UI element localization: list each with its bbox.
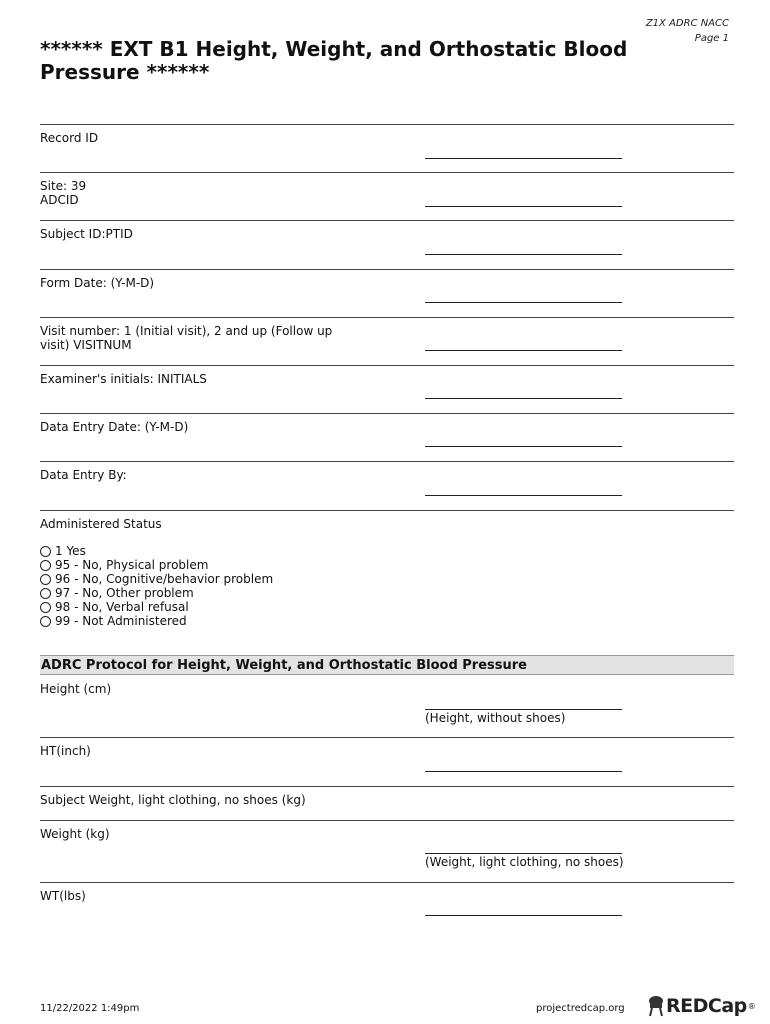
radio-circle-icon[interactable] <box>40 588 51 599</box>
footer-url[interactable]: projectredcap.org <box>536 1003 625 1014</box>
weight-lbs-label: WT(lbs) <box>40 889 86 903</box>
site-adcid-field[interactable] <box>425 206 622 207</box>
divider <box>40 461 734 462</box>
radio-option[interactable] <box>40 572 273 586</box>
radio-option[interactable] <box>40 544 86 558</box>
data-entry-date-field[interactable] <box>425 446 622 447</box>
divider <box>40 737 734 738</box>
redcap-logo-text: REDCap <box>666 995 747 1017</box>
divider <box>40 172 734 173</box>
subject-id-field[interactable] <box>425 254 622 255</box>
divider <box>40 820 734 821</box>
site-adcid-label: Site: 39 ADCID <box>40 179 87 207</box>
redcap-logo <box>646 995 756 1017</box>
radio-circle-icon[interactable] <box>40 560 51 571</box>
form-date-field[interactable] <box>425 302 622 303</box>
divider <box>40 510 734 511</box>
registered-mark: ® <box>747 1001 756 1011</box>
height-cm-note: (Height, without shoes) <box>425 711 566 725</box>
visit-number-label: Visit number: 1 (Initial visit), 2 and up (Follow up visit) VISITNUM <box>40 324 333 352</box>
radio-option[interactable] <box>40 558 208 572</box>
radio-option-label: 97 - No, Other problem <box>55 586 194 600</box>
divider <box>40 882 734 883</box>
project-name: Z1X ADRC NACC <box>645 18 729 29</box>
height-cm-field[interactable] <box>425 709 622 710</box>
radio-circle-icon[interactable] <box>40 602 51 613</box>
section-title: ADRC Protocol for Height, Weight, and Orthostatic Blood Pressure <box>41 658 527 673</box>
subject-weight-label: Subject Weight, light clothing, no shoes (kg) <box>40 793 306 807</box>
data-entry-date-label: Data Entry Date: (Y-M-D) <box>40 420 189 434</box>
divider <box>40 413 734 414</box>
data-entry-by-label: Data Entry By: <box>40 468 127 482</box>
section-header <box>40 655 734 675</box>
divider <box>40 365 734 366</box>
examiner-initials-field[interactable] <box>425 398 622 399</box>
data-entry-by-field[interactable] <box>425 495 622 496</box>
radio-option[interactable] <box>40 586 194 600</box>
height-inch-field[interactable] <box>425 771 622 772</box>
subject-id-label: Subject ID:PTID <box>40 227 133 241</box>
radio-option-label: 1 Yes <box>55 544 86 558</box>
form-date-label: Form Date: (Y-M-D) <box>40 276 155 290</box>
footer-timestamp: 11/22/2022 1:49pm <box>40 1003 140 1014</box>
page-number: Page 1 <box>694 33 729 44</box>
divider <box>40 269 734 270</box>
record-id-label: Record ID <box>40 131 99 145</box>
radio-option-label: 96 - No, Cognitive/behavior problem <box>55 572 274 586</box>
weight-lbs-field[interactable] <box>425 915 622 916</box>
radio-option-label: 99 - Not Administered <box>55 614 187 628</box>
record-id-field[interactable] <box>425 158 622 159</box>
radio-option[interactable] <box>40 614 187 628</box>
height-cm-label: Height (cm) <box>40 682 112 696</box>
radio-circle-icon[interactable] <box>40 616 51 627</box>
radio-option[interactable] <box>40 600 189 614</box>
visit-number-field[interactable] <box>425 350 622 351</box>
radio-circle-icon[interactable] <box>40 546 51 557</box>
weight-kg-field[interactable] <box>425 853 622 854</box>
radio-option-label: 98 - No, Verbal refusal <box>55 600 189 614</box>
form-title: ****** EXT B1 Height, Weight, and Orthostatic Blood Pressure ****** <box>40 37 628 84</box>
weight-kg-note: (Weight, light clothing, no shoes) <box>425 855 624 869</box>
divider <box>40 124 734 125</box>
height-inch-label: HT(inch) <box>40 744 91 758</box>
divider <box>40 220 734 221</box>
examiner-initials-label: Examiner's initials: INITIALS <box>40 372 207 386</box>
radio-circle-icon[interactable] <box>40 574 51 585</box>
administered-status-label: Administered Status <box>40 517 162 531</box>
weight-kg-label: Weight (kg) <box>40 827 110 841</box>
radio-option-label: 95 - No, Physical problem <box>55 558 209 572</box>
divider <box>40 317 734 318</box>
divider <box>40 786 734 787</box>
redcap-logo-icon <box>646 995 666 1017</box>
